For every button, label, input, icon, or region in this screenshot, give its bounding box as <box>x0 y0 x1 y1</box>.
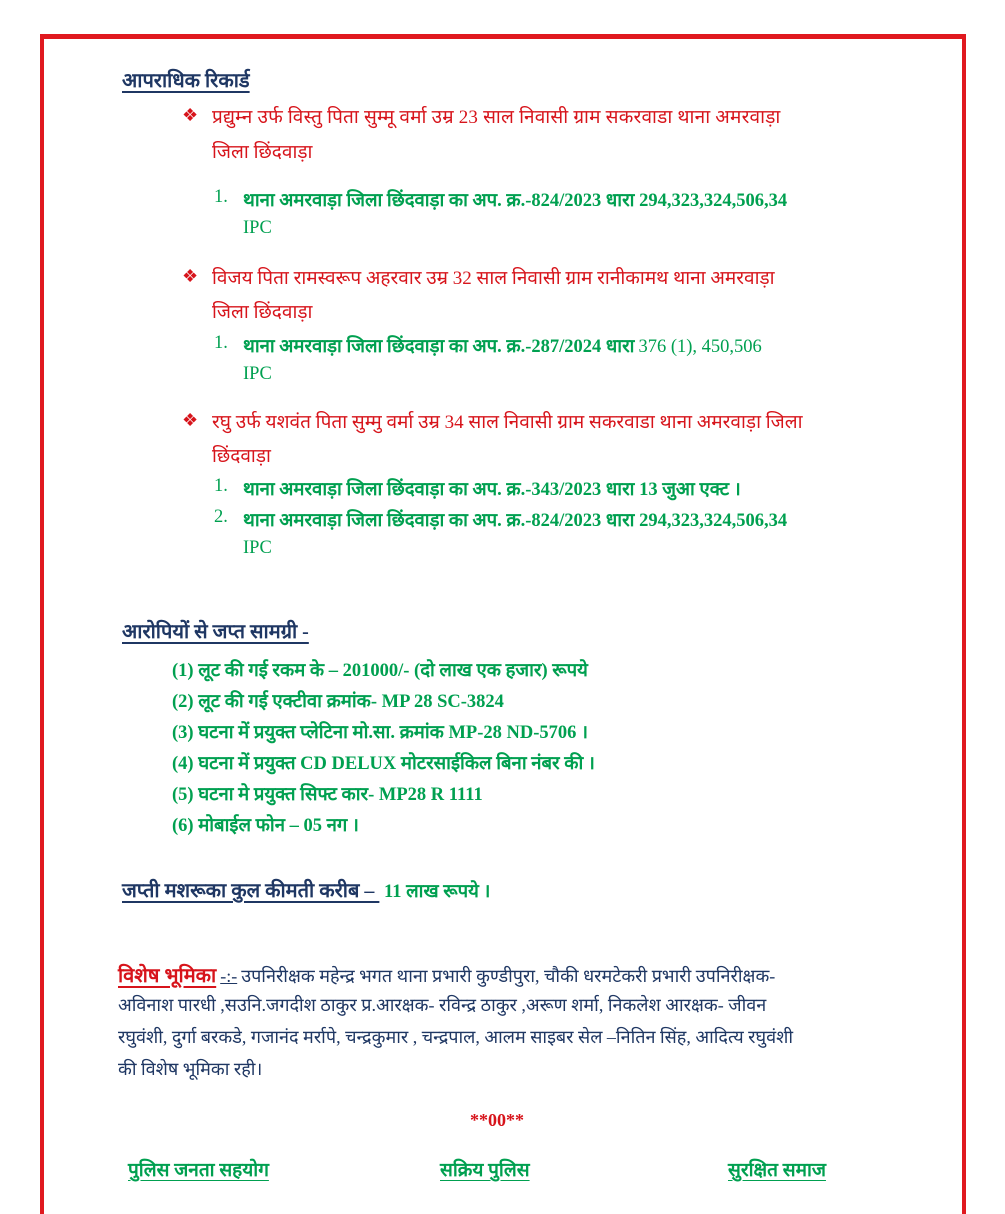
special-role-label: विशेष भूमिका <box>118 965 217 987</box>
seized-items-heading: आरोपियों से जप्त सामग्री - <box>122 621 309 643</box>
seized-item: (5) घटना मे प्रयुक्त सिफ्ट कार- MP28 R 1111 <box>172 785 483 805</box>
accused-2-line-1: विजय पिता रामस्वरूप अहरवार उम्र 32 साल निवासी ग्राम रानीकामथ थाना अमरवाड़ा <box>212 268 775 289</box>
special-role-line-1: विशेष भूमिका -:- उपनिरीक्षक महेन्द्र भगत थाना प्रभारी कुण्डीपुरा, चौकी धरमटेकरी प्रभारी उपनिरीक्षक- <box>118 965 776 987</box>
special-role-line-3: रघुवंशी, दुर्गा बरकडे, गजानंद मर्रापे, चन्द्रकुमार , चन्द्रपाल, आलम साइबर सेल –नितिन सिंह, आदित्य रघुवंशी <box>118 1027 794 1047</box>
seized-item: (6) मोबाईल फोन – 05 नग । <box>172 816 359 836</box>
seized-item: (1) लूट की गई रकम के – 201000/- (दो लाख एक हजार) रूपये <box>172 661 588 681</box>
special-role-line-4: की विशेष भूमिका रही। <box>118 1059 263 1079</box>
criminal-record-heading: आपराधिक रिकार्ड <box>122 70 250 92</box>
total-value-amount: 11 लाख रूपये । <box>379 882 491 902</box>
accused-3-case-2-line-2: IPC <box>243 538 272 558</box>
case-number: 1. <box>214 333 228 353</box>
total-value-label: जप्ती मशरूका कुल कीमती करीब – <box>122 880 380 902</box>
end-mark: **00** <box>470 1110 524 1130</box>
accused-3-line-1: रघु उर्फ यशवंत पिता सुम्मु वर्मा उम्र 34 साल निवासी ग्राम सकरवाडा थाना अमरवाड़ा जिला <box>212 412 803 433</box>
case-number: 1. <box>214 187 228 207</box>
diamond-bullet-icon: ❖ <box>182 105 199 125</box>
accused-1-case-1-line-1: थाना अमरवाड़ा जिला छिंदवाड़ा का अप. क्र.-824/2023 धारा 294,323,324,506,34 <box>243 191 788 211</box>
seized-item: (2) लूट की गई एक्टीवा क्रमांक- MP 28 SC-3824 <box>172 692 504 712</box>
special-role-line-2: अविनाश पारधी ,सउनि.जगदीश ठाकुर प्र.आरक्षक- रविन्द्र ठाकुर ,अरूण शर्मा, निकलेश आरक्षक- जीवन <box>118 995 767 1015</box>
accused-3-case-1-line-1: थाना अमरवाड़ा जिला छिंदवाड़ा का अप. क्र.-343/2023 धारा 13 जुआ एक्ट । <box>243 480 741 500</box>
case-number: 2. <box>214 507 228 527</box>
accused-3-case-2-line-1: थाना अमरवाड़ा जिला छिंदवाड़ा का अप. क्र.-824/2023 धारा 294,323,324,506,34 <box>243 511 788 531</box>
accused-1-line-1: प्रद्युम्न उर्फ विस्तु पिता सुम्मू वर्मा उम्र 23 साल निवासी ग्राम सकरवाडा थाना अमरवाड़ा <box>212 107 781 128</box>
footer-slogan-center: सक्रिय पुलिस <box>440 1160 530 1181</box>
accused-2-case-1-line-2: IPC <box>243 364 272 384</box>
special-role-separator: -:- <box>220 966 238 986</box>
accused-1-line-2: जिला छिंदवाड़ा <box>212 142 313 163</box>
accused-2-case-1-line-1: थाना अमरवाड़ा जिला छिंदवाड़ा का अप. क्र.-287/2024 धारा 376 (1), 450,506 <box>243 337 762 357</box>
seized-item: (4) घटना में प्रयुक्त CD DELUX मोटरसाईकिल बिना नंबर की । <box>172 754 595 774</box>
diamond-bullet-icon: ❖ <box>182 410 199 430</box>
seized-item: (3) घटना में प्रयुक्त प्लेटिना मो.सा. क्रमांक MP-28 ND-5706 । <box>172 723 589 743</box>
diamond-bullet-icon: ❖ <box>182 266 199 286</box>
accused-1-case-1-line-2: IPC <box>243 218 272 238</box>
footer-slogan-right: सुरक्षित समाज <box>728 1160 826 1181</box>
footer-slogan-left: पुलिस जनता सहयोग <box>128 1160 269 1181</box>
case-number: 1. <box>214 476 228 496</box>
accused-3-line-2: छिंदवाड़ा <box>212 446 271 467</box>
total-value-line <box>122 876 490 903</box>
accused-2-line-2: जिला छिंदवाड़ा <box>212 302 313 323</box>
